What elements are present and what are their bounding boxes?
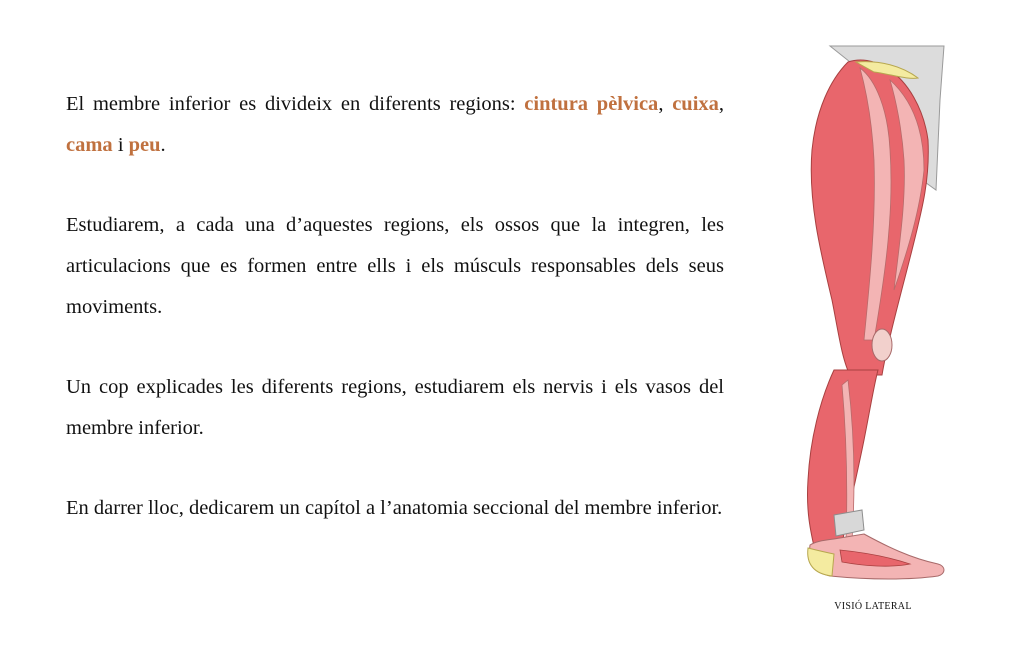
separator: , xyxy=(718,93,725,115)
link-cuixa[interactable]: cuixa xyxy=(672,93,719,115)
separator: i xyxy=(112,134,129,156)
link-cama[interactable]: cama xyxy=(66,134,113,156)
ankle-retinaculum xyxy=(834,510,864,536)
figure-caption: VISIÓ LATERAL xyxy=(834,601,912,612)
leg-muscles-illustration xyxy=(790,40,960,595)
knee-cap xyxy=(872,329,892,361)
paragraph-nerves-vessels: Un cop explicades les diferents regions, estudiarem els nervis i els vasos del membre inferior. xyxy=(66,376,724,439)
link-cintura-pelvica[interactable]: cintura pèlvica xyxy=(524,93,659,115)
paragraph-sectional-anatomy: En darrer lloc, dedicarem un capítol a l’anatomia seccional del membre inferior. xyxy=(66,497,723,519)
paragraph-regions-intro: El membre inferior es divideix en diferents regions: xyxy=(66,93,525,115)
intro-text xyxy=(66,84,724,529)
separator: . xyxy=(160,134,166,156)
link-peu[interactable]: peu xyxy=(128,134,161,156)
separator: , xyxy=(658,93,673,115)
paragraph-study-plan: Estudiarem, a cada una d’aquestes regions, els ossos que la integren, les articulacions que es formen entre ells i els músculs responsables dels seus moviments. xyxy=(66,214,724,318)
paragraph-regions xyxy=(66,84,724,166)
